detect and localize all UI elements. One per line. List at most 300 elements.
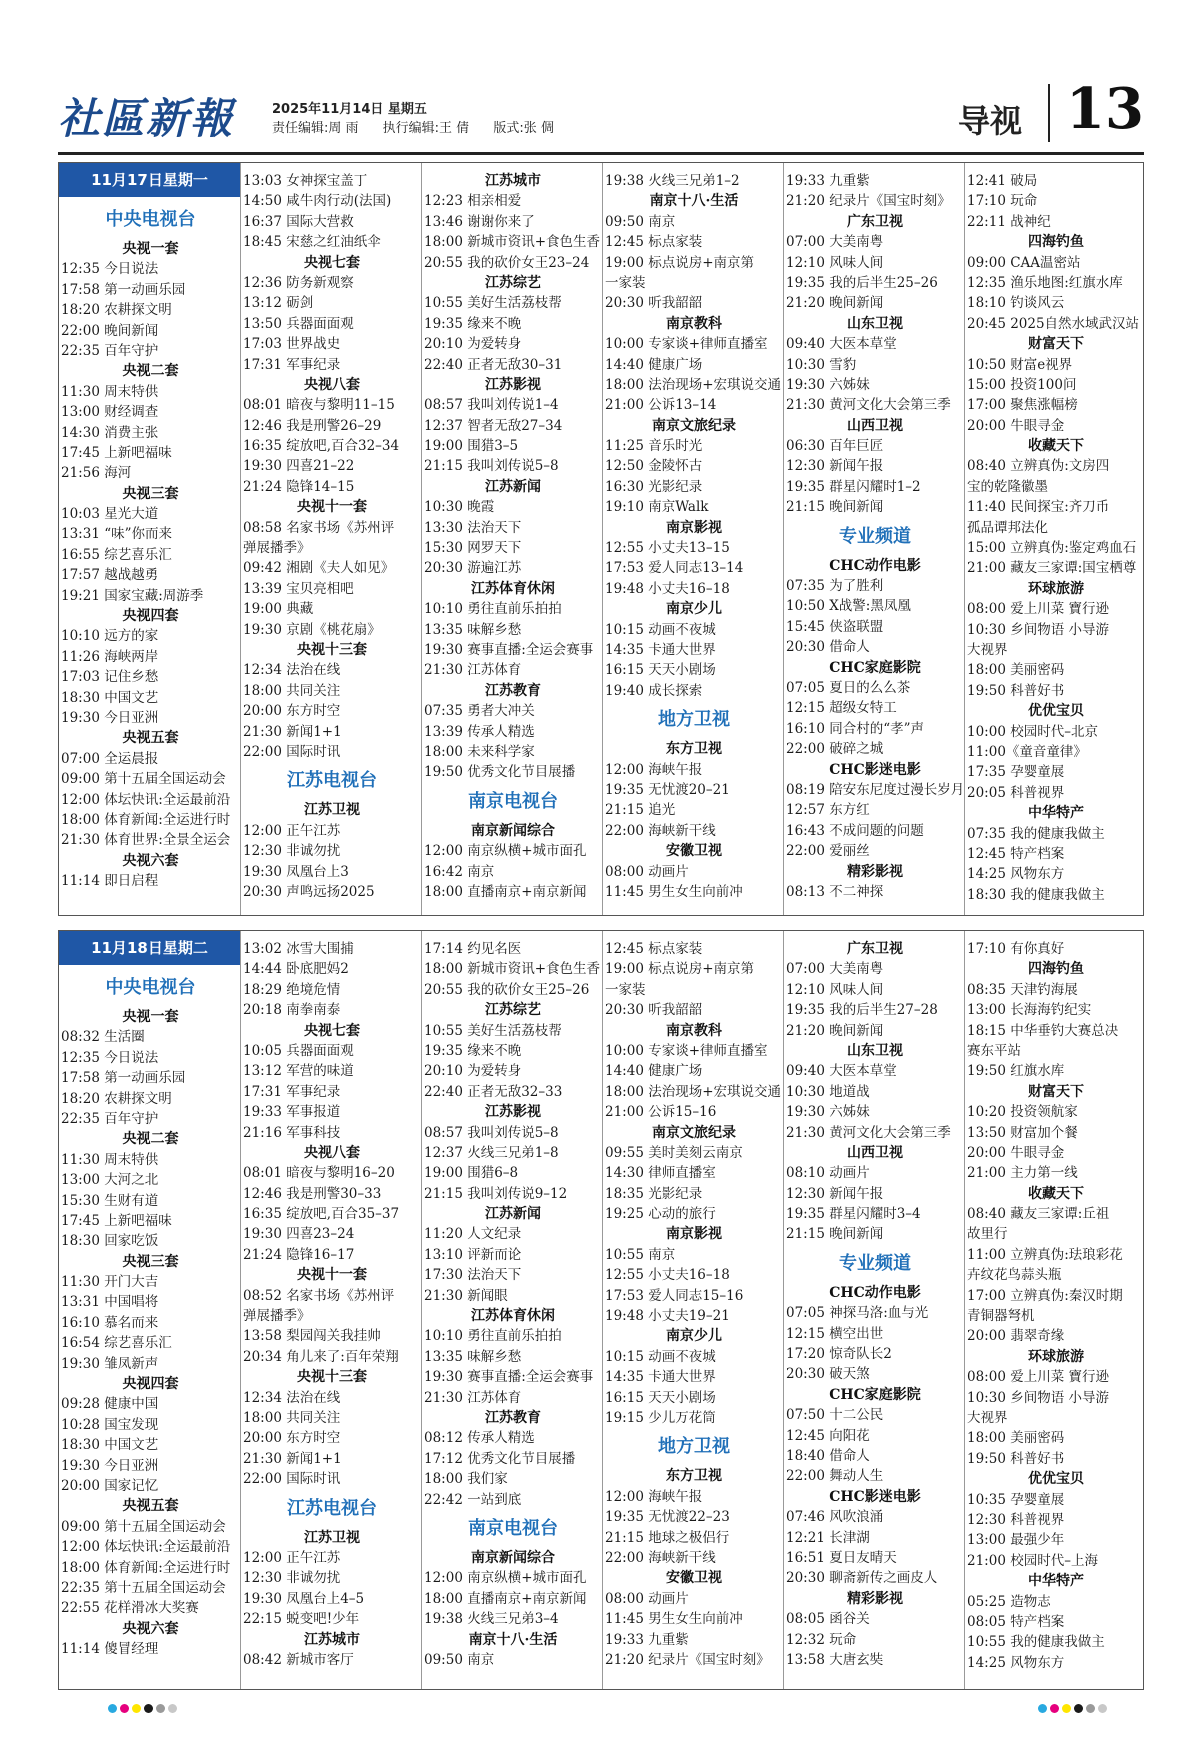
program-listing: 19:35 群星闪耀时1–2 <box>786 478 921 495</box>
program-listing: 19:30 凤凰台上4–5 <box>243 1590 365 1607</box>
schedule-column <box>783 163 964 915</box>
program-listing: 11:00《童音童律》 <box>967 743 1087 760</box>
program-listing: 13:31 中国唱将 <box>61 1294 159 1311</box>
program-listing: 16:15 天天小剧场 <box>605 662 716 679</box>
channel-name: 山东卫视 <box>847 1042 903 1059</box>
program-listing: 大视界 <box>967 641 1008 658</box>
program-listing: 18:15 中华垂钓大赛总决 <box>967 1022 1119 1039</box>
program-listing: 07:50 十二公民 <box>786 1407 884 1424</box>
channel-name: 南京教科 <box>666 315 722 332</box>
program-listing: 08:58 名家书场《苏州评 <box>243 519 395 536</box>
program-listing: 21:56 海河 <box>61 465 132 482</box>
channel-name: 江苏体育休闲 <box>471 1308 555 1325</box>
program-listing: 16:35 绽放吧,百合32–34 <box>243 438 400 455</box>
program-listing: 20:00 国家记忆 <box>61 1477 159 1494</box>
program-listing: 22:35 百年守护 <box>61 342 159 359</box>
program-listing: 10:10 勇往直前乐拍拍 <box>424 1328 562 1345</box>
channel-name: 优优宝贝 <box>1028 1471 1084 1488</box>
program-listing: 弹展播季》 <box>243 1308 311 1325</box>
program-listing: 08:40 立辨真伪:文房四 <box>967 458 1110 475</box>
program-listing: 19:30 今日亚洲 <box>61 1457 159 1474</box>
program-listing: 08:19 陪安东尼度过漫长岁月 <box>786 781 964 798</box>
program-listing: 18:10 钓谈风云 <box>967 295 1065 312</box>
program-listing: 12:15 横空出世 <box>786 1325 884 1342</box>
program-listing: 17:00 聚焦涨幅榜 <box>967 397 1078 414</box>
program-listing: 21:16 军事科技 <box>243 1124 341 1141</box>
station-heading: 南京电视台 <box>468 1517 558 1539</box>
channel-name: 财富天下 <box>1028 1083 1084 1100</box>
program-listing: 08:05 函谷关 <box>786 1611 870 1628</box>
channel-name: 南京文旅纪录 <box>652 1124 736 1141</box>
program-listing: 12:55 小丈夫16–18 <box>605 1267 730 1284</box>
program-listing: 22:00 破碎之城 <box>786 741 884 758</box>
program-listing: 08:00 动画片 <box>605 863 689 880</box>
program-listing: 18:00 美丽密码 <box>967 662 1065 679</box>
program-listing: 19:33 军事报道 <box>243 1104 341 1121</box>
channel-name: 央视七套 <box>304 254 360 271</box>
program-listing: 10:05 兵器面面观 <box>243 1042 354 1059</box>
program-listing: 20:45 2025自然水域武汉站 <box>967 315 1140 332</box>
channel-name: 中华特产 <box>1028 1573 1084 1590</box>
program-listing: 19:35 我的后半生25–26 <box>786 274 938 291</box>
program-listing: 19:30 赛事直播:全运会赛事 <box>424 641 594 658</box>
program-listing: 22:00 国际时讯 <box>243 743 341 760</box>
program-listing: 08:57 我叫刘传说1–4 <box>424 397 559 414</box>
schedule-column <box>602 163 783 915</box>
program-listing: 10:00 校园时代–北京 <box>967 723 1098 740</box>
channel-name: 精彩影视 <box>847 1590 903 1607</box>
channel-name: 江苏教育 <box>485 1409 541 1426</box>
program-listing: 05:25 造物志 <box>967 1593 1051 1610</box>
program-listing: 11:20 人文纪录 <box>424 1226 522 1243</box>
register-dot <box>1062 1704 1071 1713</box>
program-listing: 19:35 群星闪耀时3–4 <box>786 1206 921 1223</box>
program-listing: 21:00 公诉15–16 <box>605 1104 717 1121</box>
program-listing: 22:40 正者无敌32–33 <box>424 1083 563 1100</box>
channel-name: CHC影迷电影 <box>829 761 921 778</box>
channel-name: 山西卫视 <box>847 1144 903 1161</box>
program-listing: 18:00 未来科学家 <box>424 743 535 760</box>
program-listing: 21:24 隐锋16–17 <box>243 1246 355 1263</box>
program-listing: 12:35 渔乐地图:红旗水库 <box>967 274 1123 291</box>
program-listing: 17:31 军事纪录 <box>243 356 341 373</box>
program-listing: 13:50 财富加个餐 <box>967 1124 1078 1141</box>
program-listing: 一家装 <box>605 274 646 291</box>
channel-name: CHC家庭影院 <box>829 659 921 676</box>
program-listing: 18:00 共同关注 <box>243 1409 341 1426</box>
program-listing: 12:10 风味人间 <box>786 981 884 998</box>
program-listing: 07:00 全运晨报 <box>61 750 159 767</box>
program-listing: 13:30 法治天下 <box>424 519 522 536</box>
program-listing: 10:00 专家谈+律师直播室 <box>605 336 768 353</box>
program-listing: 21:20 晚间新闻 <box>786 1022 884 1039</box>
program-listing: 19:50 优秀文化节目展播 <box>424 764 576 781</box>
program-listing: 19:00 标点说房+南京第 <box>605 254 755 271</box>
program-listing: 21:15 晚间新闻 <box>786 499 884 516</box>
program-listing: 07:46 风吹浪涌 <box>786 1509 884 1526</box>
program-listing: 22:00 晚间新闻 <box>61 322 159 339</box>
program-listing: 16:30 光影纪录 <box>605 478 703 495</box>
program-listing: 21:30 黄河文化大会第三季 <box>786 1124 951 1141</box>
station-heading: 地方卫视 <box>658 1436 730 1458</box>
program-listing: 12:32 玩命 <box>786 1631 857 1648</box>
program-listing: 19:30 京剧《桃花扇》 <box>243 621 381 638</box>
program-listing: 18:30 我的健康我做主 <box>967 886 1105 903</box>
program-listing: 22:42 一站到底 <box>424 1491 522 1508</box>
program-listing: 09:55 美时美刻云南京 <box>605 1144 743 1161</box>
program-listing: 大视界 <box>967 1409 1008 1426</box>
program-listing: 18:29 绝境危情 <box>243 981 341 998</box>
masthead <box>58 76 1144 146</box>
program-listing: 21:15 晚间新闻 <box>786 1226 884 1243</box>
program-listing: 17:31 军事纪录 <box>243 1083 341 1100</box>
program-listing: 12:10 风味人间 <box>786 254 884 271</box>
register-dot <box>132 1704 141 1713</box>
program-listing: 20:30 游遍江苏 <box>424 560 522 577</box>
program-listing: 19:35 无忧渡20–21 <box>605 781 730 798</box>
program-listing: 19:33 九重紫 <box>605 1631 689 1648</box>
program-listing: 19:33 九重紫 <box>786 173 870 189</box>
program-listing: 12:23 相亲相爱 <box>424 193 522 210</box>
program-listing: 12:30 非诚勿扰 <box>243 1570 341 1587</box>
program-listing: 11:45 男生女生向前冲 <box>605 883 743 900</box>
program-listing: 20:00 翡翠奇缘 <box>967 1328 1065 1345</box>
program-listing: 一家装 <box>605 981 646 998</box>
program-listing: 20:30 声鸣远扬2025 <box>243 883 375 900</box>
program-listing: 17:45 上新吧福味 <box>61 444 172 461</box>
program-listing: 09:00 第十五届全国运动会 <box>61 1518 226 1535</box>
channel-name: 央视十一套 <box>297 499 367 516</box>
program-listing: 12:00 体坛快讯:全运最前沿 <box>61 791 231 808</box>
station-heading: 中央电视台 <box>105 209 196 230</box>
channel-name: 财富天下 <box>1028 336 1084 353</box>
program-listing: 20:05 科普视界 <box>967 784 1065 801</box>
program-listing: 10:30 晚霞 <box>424 499 495 516</box>
channel-name: 南京影视 <box>666 519 722 536</box>
program-listing: 14:40 健康广场 <box>605 356 703 373</box>
schedule-block-tuesday <box>58 930 1144 1690</box>
program-listing: 12:15 超级女特工 <box>786 700 897 717</box>
program-listing: 19:38 火线三兄弟3–4 <box>424 1611 559 1628</box>
register-dot <box>1038 1704 1047 1713</box>
program-listing: 21:30 江苏体育 <box>424 1389 522 1406</box>
channel-name: 江苏体育休闲 <box>471 580 555 597</box>
program-listing: 19:30 六姊妹 <box>786 1104 870 1121</box>
program-listing: 12:45 标点家装 <box>605 941 703 957</box>
program-listing: 13:35 味解乡愁 <box>424 621 522 638</box>
program-listing: 07:05 夏日的么么茶 <box>786 679 911 696</box>
program-listing: 12:30 科普视界 <box>967 1511 1065 1528</box>
register-dot <box>156 1704 165 1713</box>
program-listing: 12:30 新闻午报 <box>786 458 884 475</box>
program-listing: 19:30 凤凰台上3 <box>243 863 349 880</box>
channel-name: 南京影视 <box>666 1226 722 1243</box>
program-listing: 08:52 名家书场《苏州评 <box>243 1287 395 1304</box>
program-listing: 12:30 非诚勿扰 <box>243 843 341 860</box>
program-listing: 10:35 孕婴童展 <box>967 1491 1065 1508</box>
program-listing: 12:46 我是刑警30–33 <box>243 1185 382 1202</box>
program-listing: 22:00 爱丽丝 <box>786 843 870 860</box>
program-listing: 21:20 纪录片《国宝时刻》 <box>786 193 951 210</box>
channel-name: 广东卫视 <box>847 213 903 230</box>
channel-name: 央视十三套 <box>297 1369 367 1386</box>
channel-name: 东方卫视 <box>666 741 722 758</box>
issue-date: 2025年11月14日 星期五 <box>272 102 427 117</box>
program-listing: 21:20 纪录片《国宝时刻》 <box>605 1651 770 1668</box>
day-header: 11月17日星期一 <box>59 163 240 197</box>
program-listing: 12:00 正午江苏 <box>243 1549 341 1566</box>
channel-name: 央视四套 <box>122 1376 179 1393</box>
program-listing: 14:35 卡通大世界 <box>605 641 716 658</box>
program-listing: 10:55 美好生活荔枝帮 <box>424 1022 562 1039</box>
layout-editor: 版式:张 倜 <box>493 121 554 136</box>
channel-name: 央视三套 <box>122 1253 179 1270</box>
channel-name: 江苏教育 <box>485 682 541 699</box>
program-listing: 12:00 南京纵横+城市面孔 <box>424 843 587 860</box>
program-listing: 12:00 海峡午报 <box>605 1488 703 1505</box>
channel-name: 江苏影视 <box>485 1104 541 1121</box>
schedule-column <box>240 931 421 1689</box>
schedule-column <box>602 931 783 1689</box>
program-listing: 22:00 国际时讯 <box>243 1471 341 1488</box>
channel-name: 安徽卫视 <box>666 843 722 860</box>
program-listing: 孤品谭邦法化 <box>967 519 1048 536</box>
program-listing: 21:15 我叫刘传说9–12 <box>424 1185 568 1202</box>
issue-meta <box>272 100 574 138</box>
program-listing: 16:51 夏日友晴天 <box>786 1549 897 1566</box>
program-listing: 20:55 我的砍价女王25–26 <box>424 981 590 998</box>
program-listing: 17:58 第一动画乐园 <box>61 1070 186 1087</box>
channel-name: 四海钓鱼 <box>1028 961 1084 978</box>
channel-name: 江苏城市 <box>485 173 541 189</box>
program-listing: 15:30 网罗天下 <box>424 540 522 557</box>
channel-name: 江苏新闻 <box>485 1206 541 1223</box>
program-listing: 17:14 约见名医 <box>424 941 522 957</box>
program-listing: 13:00 财经调查 <box>61 404 159 421</box>
program-listing: 21:15 我叫刘传说5–8 <box>424 458 559 475</box>
program-listing: 宝的乾隆徽墨 <box>967 478 1048 495</box>
program-listing: 21:24 隐锋14–15 <box>243 478 355 495</box>
program-listing: 10:20 投资领航家 <box>967 1104 1078 1121</box>
program-listing: 08:42 新城市客厅 <box>243 1651 354 1668</box>
program-listing: 19:48 小丈夫19–21 <box>605 1308 730 1325</box>
channel-name: 江苏卫视 <box>304 802 360 819</box>
program-listing: 22:11 战神纪 <box>967 213 1051 230</box>
channel-name: 央视一套 <box>122 241 179 257</box>
program-listing: 13:12 砺剑 <box>243 295 314 312</box>
program-listing: 19:50 科普好书 <box>967 682 1065 699</box>
program-listing: 13:46 谢谢你来了 <box>424 213 535 230</box>
channel-name: 山东卫视 <box>847 315 903 332</box>
program-listing: 21:00 公诉13–14 <box>605 397 717 414</box>
program-listing: 19:00 围猎3–5 <box>424 438 519 455</box>
program-listing: 10:03 星光大道 <box>61 506 159 523</box>
program-listing: 14:30 消费主张 <box>61 424 159 441</box>
program-listing: 15:00 投资100问 <box>967 376 1077 393</box>
program-listing: 21:30 新闻1+1 <box>243 723 342 740</box>
newspaper-logo: 社區新報 <box>58 94 235 143</box>
channel-name: 南京十八·生活 <box>468 1631 558 1648</box>
program-listing: 07:35 勇者大冲关 <box>424 703 535 720</box>
program-listing: 青铜器弩机 <box>967 1308 1035 1325</box>
program-listing: 10:30 雪豹 <box>786 356 857 373</box>
program-listing: 15:00 立辨真伪:鉴定鸡血石 <box>967 540 1137 557</box>
program-listing: 10:55 南京 <box>605 1246 676 1263</box>
program-listing: 11:26 海峡两岸 <box>61 648 159 665</box>
program-listing: 16:54 综艺喜乐汇 <box>61 1335 172 1352</box>
program-listing: 08:00 爱上川菜 寶行逊 <box>967 1369 1109 1386</box>
program-listing: 18:40 借命人 <box>786 1447 870 1464</box>
program-listing: 21:15 地球之极侣行 <box>605 1529 730 1546</box>
program-listing: 10:15 动画不夜城 <box>605 1348 716 1365</box>
program-listing: 13:35 味解乡愁 <box>424 1348 522 1365</box>
program-listing: 13:58 梨园闯关我挂帅 <box>243 1328 381 1345</box>
program-listing: 08:32 生活圈 <box>61 1029 145 1046</box>
channel-name: 南京少儿 <box>666 601 722 618</box>
program-listing: 17:57 越战越勇 <box>61 567 159 584</box>
channel-name: 央视三套 <box>122 485 179 502</box>
program-listing: 19:50 科普好书 <box>967 1450 1065 1467</box>
program-listing: 07:00 大美南粤 <box>786 961 884 978</box>
program-listing: 18:00 美丽密码 <box>967 1430 1065 1447</box>
program-listing: 10:55 美好生活荔枝帮 <box>424 295 562 312</box>
program-listing: 19:30 四喜23–24 <box>243 1226 355 1243</box>
channel-name: 环球旅游 <box>1028 580 1084 597</box>
program-listing: 12:30 新闻午报 <box>786 1185 884 1202</box>
program-listing: 19:00 围猎6–8 <box>424 1165 519 1182</box>
program-listing: 14:25 风物东方 <box>967 1654 1065 1671</box>
program-listing: 10:10 远方的家 <box>61 628 159 645</box>
program-listing: 12:55 小丈夫13–15 <box>605 540 730 557</box>
program-listing: 20:00 东方时空 <box>243 703 341 720</box>
program-listing: 19:10 南京Walk <box>605 499 709 516</box>
program-listing: 弹展播季》 <box>243 540 311 557</box>
program-listing: 18:00 共同关注 <box>243 682 341 699</box>
register-dots-right <box>1038 1704 1107 1713</box>
program-listing: 18:00 直播南京+南京新闻 <box>424 1590 587 1607</box>
channel-name: 央视五套 <box>122 1498 179 1515</box>
program-listing: 20:55 我的砍价女王23–24 <box>424 254 590 271</box>
program-listing: 11:45 男生女生向前冲 <box>605 1611 743 1628</box>
schedule-column <box>964 931 1145 1689</box>
program-listing: 19:30 雏凤新声 <box>61 1355 159 1372</box>
program-listing: 故里行 <box>967 1226 1008 1243</box>
program-listing: 12:37 火线三兄弟1–8 <box>424 1144 559 1161</box>
channel-name: CHC动作电影 <box>829 557 921 574</box>
program-listing: 12:57 东方红 <box>786 802 870 819</box>
program-listing: 14:35 卡通大世界 <box>605 1369 716 1386</box>
channel-name: 精彩影视 <box>847 863 903 880</box>
program-listing: 08:00 动画片 <box>605 1590 689 1607</box>
channel-name: 南京教科 <box>666 1022 722 1039</box>
program-listing: 21:30 体育世界:全景全运会 <box>61 832 231 849</box>
program-listing: 21:15 追光 <box>605 802 676 819</box>
program-listing: 12:45 标点家装 <box>605 234 703 251</box>
program-listing: 12:00 体坛快讯:全运最前沿 <box>61 1539 231 1556</box>
program-listing: 20:30 听我韶韶 <box>605 1002 703 1019</box>
program-listing: 08:01 暗夜与黎明11–15 <box>243 397 395 414</box>
channel-name: 江苏卫视 <box>304 1529 360 1546</box>
program-listing: 17:03 记住乡愁 <box>61 669 159 686</box>
program-listing: 14:44 卧底肥妈2 <box>243 961 349 978</box>
program-listing: 13:39 传承人精选 <box>424 723 535 740</box>
program-listing: 20:30 破天煞 <box>786 1366 870 1383</box>
program-listing: 21:30 新闻1+1 <box>243 1450 342 1467</box>
program-listing: 09:50 南京 <box>424 1651 495 1668</box>
channel-name: 安徽卫视 <box>666 1570 722 1587</box>
register-dot <box>168 1704 177 1713</box>
program-listing: 20:34 角儿来了:百年荣翔 <box>243 1348 399 1365</box>
editor: 责任编辑:周 雨 <box>272 121 359 136</box>
program-listing: 22:00 海峡新干线 <box>605 1549 716 1566</box>
program-listing: 18:45 宋慈之红油纸伞 <box>243 234 381 251</box>
station-heading: 南京电视台 <box>468 790 558 812</box>
program-listing: 15:45 侠盗联盟 <box>786 618 884 635</box>
program-listing: 19:00 标点说房+南京第 <box>605 961 755 978</box>
channel-name: 央视八套 <box>304 376 360 393</box>
program-listing: 20:18 南拳南泰 <box>243 1002 341 1019</box>
program-listing: 09:50 南京 <box>605 213 676 230</box>
program-listing: 12:35 今日说法 <box>61 261 159 278</box>
program-listing: 19:38 火线三兄弟1–2 <box>605 173 740 189</box>
channel-name: 央视二套 <box>122 363 179 380</box>
program-listing: 12:45 特产档案 <box>967 845 1065 862</box>
program-listing: 07:35 我的健康我做主 <box>967 825 1105 842</box>
program-listing: 18:00 体育新闻:全运进行时 <box>61 1559 231 1576</box>
program-listing: 11:00 立辨真伪:珐琅彩花 <box>967 1246 1123 1263</box>
program-listing: 13:00 最强少年 <box>967 1532 1065 1549</box>
channel-name: 广东卫视 <box>847 941 903 957</box>
program-listing: 19:48 小丈夫16–18 <box>605 580 730 597</box>
register-dot <box>1098 1704 1107 1713</box>
program-listing: 17:20 惊奇队长2 <box>786 1346 892 1363</box>
station-heading: 专业频道 <box>839 1252 911 1274</box>
program-listing: 19:30 六姊妹 <box>786 376 870 393</box>
program-listing: 12:36 防务新观察 <box>243 274 354 291</box>
program-listing: 14:30 律师直播室 <box>605 1165 716 1182</box>
program-listing: 10:30 地道战 <box>786 1083 870 1100</box>
program-listing: 17:00 立辨真伪:秦汉时期 <box>967 1287 1123 1304</box>
channel-name: 央视六套 <box>122 852 179 869</box>
program-listing: 21:30 新闻眼 <box>424 1287 508 1304</box>
program-listing: 19:50 红旗水库 <box>967 1063 1065 1080</box>
program-listing: 20:00 牛眼寻金 <box>967 1144 1065 1161</box>
program-listing: 13:31 “味”你而来 <box>61 526 172 543</box>
program-listing: 11:40 民间探宝:齐刀币 <box>967 499 1110 516</box>
register-dot <box>108 1704 117 1713</box>
program-listing: 10:00 专家谈+律师直播室 <box>605 1042 768 1059</box>
program-listing: 19:21 国家宝藏:周游季 <box>61 587 204 604</box>
program-listing: 22:55 花样滑冰大奖赛 <box>61 1600 199 1617</box>
program-listing: 17:53 爱人同志13–14 <box>605 560 744 577</box>
register-dot <box>120 1704 129 1713</box>
channel-name: 央视六套 <box>122 1620 179 1637</box>
program-listing: 11:30 周末特供 <box>61 1151 159 1168</box>
program-listing: 11:14 傻冒经理 <box>61 1641 159 1658</box>
program-listing: 08:35 天津钓海展 <box>967 981 1078 998</box>
program-listing: 19:40 成长探索 <box>605 682 703 699</box>
program-listing: 08:13 不二神探 <box>786 883 884 900</box>
program-listing: 16:10 同合村的“孝”声 <box>786 720 924 737</box>
program-listing: 12:37 智者无敌27–34 <box>424 417 563 434</box>
program-listing: 17:35 孕婴童展 <box>967 764 1065 781</box>
program-listing: 18:00 法治现场+宏琪说交通 <box>605 376 782 393</box>
program-listing: 19:30 四喜21–22 <box>243 458 355 475</box>
channel-name: 央视十三套 <box>297 641 367 658</box>
schedule-column <box>421 931 602 1689</box>
program-listing: 16:43 不成问题的问题 <box>786 822 924 839</box>
program-listing: 18:00 新城市资讯+食色生香 <box>424 961 601 978</box>
